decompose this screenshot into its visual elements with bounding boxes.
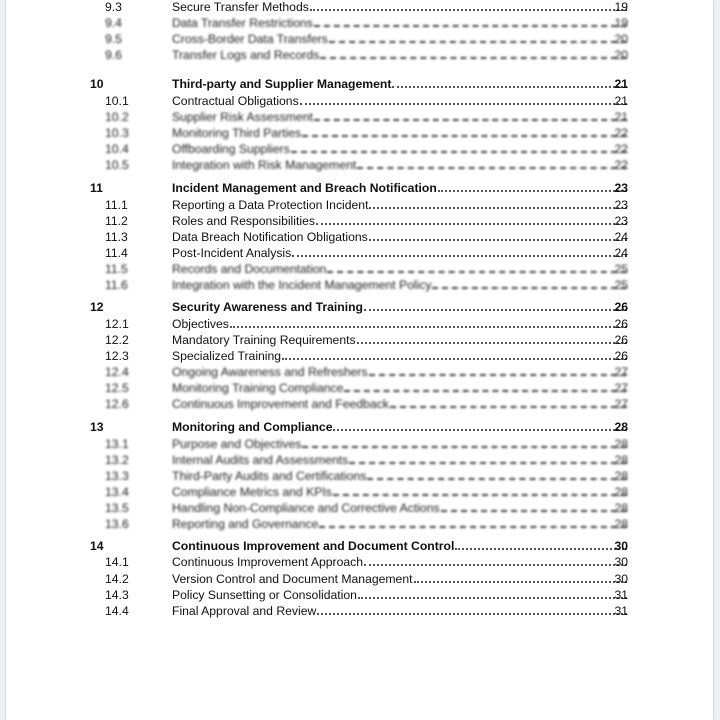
toc-entry-title-wrap bbox=[172, 380, 628, 396]
document-page bbox=[6, 0, 713, 720]
toc-entry-title[interactable]: Incident Management and Breach Notification bbox=[172, 181, 437, 195]
toc-entry-title[interactable]: Mandatory Training Requirements bbox=[172, 333, 356, 347]
toc-entry-title-wrap bbox=[172, 125, 628, 141]
toc-entry-page-number: 23 bbox=[614, 181, 628, 195]
toc-entry-title-wrap bbox=[172, 468, 628, 484]
toc-entry-number: 9.3 bbox=[105, 0, 122, 14]
toc-entry-page-number: 19 bbox=[614, 0, 628, 14]
toc-entry[interactable] bbox=[6, 484, 713, 500]
toc-entry-page-number: 24 bbox=[614, 246, 628, 260]
toc-entry-title-wrap bbox=[172, 197, 628, 213]
toc-dot-leader bbox=[441, 509, 627, 512]
toc-entry-title[interactable]: Compliance Metrics and KPIs bbox=[172, 485, 332, 499]
toc-entry-page-number: 25 bbox=[614, 278, 628, 292]
toc-entry-title[interactable]: Integration with Risk Management bbox=[172, 158, 357, 172]
toc-dot-leader bbox=[329, 40, 627, 43]
toc-entry-page-number: 22 bbox=[614, 158, 628, 172]
toc-entry-title-wrap bbox=[172, 516, 628, 532]
toc-entry-title[interactable]: Supplier Risk Assessment bbox=[172, 110, 313, 124]
toc-entry-title-wrap bbox=[172, 571, 628, 587]
toc-section-entry[interactable] bbox=[6, 76, 713, 92]
toc-entry-title-wrap bbox=[172, 419, 628, 435]
toc-entry-number: 14.3 bbox=[105, 588, 129, 602]
toc-entry-title-wrap bbox=[172, 229, 628, 245]
toc-entry-title[interactable]: Reporting and Governance bbox=[172, 517, 319, 531]
toc-entry[interactable] bbox=[6, 109, 713, 125]
toc-entry-page-number: 22 bbox=[614, 126, 628, 140]
toc-entry-number: 9.5 bbox=[105, 32, 122, 46]
toc-dot-leader bbox=[455, 547, 627, 550]
toc-dot-leader bbox=[392, 85, 627, 88]
toc-entry-page-number: 28 bbox=[614, 485, 628, 499]
toc-entry[interactable] bbox=[6, 261, 713, 277]
toc-entry-title-wrap bbox=[172, 180, 628, 196]
toc-entry-title-wrap bbox=[172, 0, 628, 15]
toc-dot-leader bbox=[369, 206, 627, 209]
toc-entry[interactable] bbox=[6, 603, 713, 619]
toc-entry-number: 11.5 bbox=[105, 262, 128, 276]
toc-entry-page-number: 30 bbox=[614, 572, 628, 586]
toc-entry-number: 10.2 bbox=[105, 110, 129, 124]
toc-dot-leader bbox=[349, 461, 627, 464]
toc-entry-title[interactable]: Third-party and Supplier Management bbox=[172, 77, 392, 91]
toc-entry[interactable] bbox=[6, 452, 713, 468]
toc-entry-title[interactable]: Security Awareness and Training bbox=[172, 300, 364, 314]
toc-entry-number: 14 bbox=[90, 539, 104, 553]
toc-entry[interactable] bbox=[6, 348, 713, 364]
toc-entry-title-wrap bbox=[172, 538, 628, 554]
toc-entry[interactable] bbox=[6, 277, 713, 293]
toc-entry[interactable] bbox=[6, 436, 713, 452]
toc-entry-title-wrap bbox=[172, 587, 628, 603]
toc-dot-leader bbox=[310, 8, 627, 11]
toc-dot-leader bbox=[367, 477, 627, 480]
toc-entry-title[interactable]: Post-Incident Analysis bbox=[172, 246, 292, 260]
toc-entry-number: 9.6 bbox=[105, 48, 122, 62]
toc-entry-number: 14.2 bbox=[105, 572, 129, 586]
toc-entry-number: 13 bbox=[90, 420, 104, 434]
toc-entry-title[interactable]: Continuous Improvement Approach bbox=[172, 555, 364, 569]
toc-entry-title-wrap bbox=[172, 261, 628, 277]
toc-entry-title-wrap bbox=[172, 348, 628, 364]
toc-entry-title[interactable]: Monitoring Third Parties bbox=[172, 126, 302, 140]
toc-entry-number: 13.5 bbox=[105, 501, 129, 515]
toc-entry-title[interactable]: Specialized Training bbox=[172, 349, 282, 363]
toc-entry-title-wrap bbox=[172, 93, 628, 109]
toc-entry-title-wrap bbox=[172, 484, 628, 500]
toc-entry-title-wrap bbox=[172, 364, 628, 380]
toc-entry-title-wrap bbox=[172, 554, 628, 570]
toc-entry[interactable] bbox=[6, 15, 713, 31]
toc-entry[interactable] bbox=[6, 316, 713, 332]
toc-entry-page-number: 26 bbox=[614, 317, 628, 331]
toc-entry-page-number: 20 bbox=[614, 32, 628, 46]
toc-entry-number: 9.4 bbox=[105, 16, 122, 30]
toc-entry-page-number: 31 bbox=[614, 604, 628, 618]
toc-entry-number: 10.5 bbox=[105, 158, 129, 172]
toc-dot-leader bbox=[314, 118, 627, 121]
toc-entry-title-wrap bbox=[172, 452, 628, 468]
toc-entry-title[interactable]: Monitoring and Compliance bbox=[172, 420, 333, 434]
toc-section-entry[interactable] bbox=[6, 299, 713, 315]
toc-entry-title-wrap bbox=[172, 603, 628, 619]
toc-dot-leader bbox=[230, 325, 627, 328]
toc-entry-number: 12.4 bbox=[105, 365, 129, 379]
toc-entry[interactable] bbox=[6, 364, 713, 380]
toc-entry-number: 11.2 bbox=[105, 214, 128, 228]
toc-entry[interactable] bbox=[6, 157, 713, 173]
toc-dot-leader bbox=[320, 56, 627, 59]
toc-entry-page-number: 23 bbox=[614, 214, 628, 228]
toc-entry-title[interactable]: Data Breach Notification Obligations bbox=[172, 230, 368, 244]
toc-entry-title-wrap bbox=[172, 141, 628, 157]
toc-entry-number: 11 bbox=[90, 181, 103, 195]
toc-entry[interactable] bbox=[6, 380, 713, 396]
toc-entry[interactable] bbox=[6, 0, 713, 15]
toc-entry[interactable] bbox=[6, 93, 713, 109]
toc-entry-title-wrap bbox=[172, 15, 628, 31]
toc-entry-title[interactable]: Secure Transfer Methods bbox=[172, 0, 309, 14]
toc-entry-title[interactable]: Version Control and Document Management bbox=[172, 572, 413, 586]
toc-entry-page-number: 27 bbox=[614, 397, 628, 411]
toc-dot-leader bbox=[369, 238, 627, 241]
toc-entry-number: 12.3 bbox=[105, 349, 129, 363]
toc-entry-title-wrap bbox=[172, 500, 628, 516]
toc-entry[interactable] bbox=[6, 587, 713, 603]
toc-entry-title[interactable]: Internal Audits and Assessments bbox=[172, 453, 349, 467]
toc-entry-page-number: 27 bbox=[614, 365, 628, 379]
toc-entry[interactable] bbox=[6, 47, 713, 63]
toc-dot-leader bbox=[319, 525, 627, 528]
toc-entry-page-number: 30 bbox=[614, 539, 628, 553]
toc-entry-title[interactable]: Objectives bbox=[172, 317, 229, 331]
toc-entry-page-number: 24 bbox=[614, 230, 628, 244]
toc-entry-number: 10 bbox=[90, 77, 104, 91]
toc-entry-title-wrap bbox=[172, 332, 628, 348]
toc-dot-leader bbox=[432, 286, 627, 289]
toc-dot-leader bbox=[358, 596, 627, 599]
toc-dot-leader bbox=[291, 150, 627, 153]
toc-entry-page-number: 26 bbox=[614, 333, 628, 347]
toc-section-entry[interactable] bbox=[6, 180, 713, 196]
toc-section-entry[interactable] bbox=[6, 419, 713, 435]
toc-entry-title-wrap bbox=[172, 109, 628, 125]
toc-entry-title[interactable]: Third-Party Audits and Certifications bbox=[172, 469, 367, 483]
toc-entry-title[interactable]: Integration with the Incident Management Policy bbox=[172, 278, 432, 292]
toc-entry-page-number: 28 bbox=[614, 469, 628, 483]
toc-dot-leader bbox=[438, 189, 627, 192]
toc-entry-title[interactable]: Roles and Responsibilities bbox=[172, 214, 315, 228]
toc-entry-number: 14.1 bbox=[105, 555, 129, 569]
toc-entry[interactable] bbox=[6, 197, 713, 213]
toc-entry-title-wrap bbox=[172, 277, 628, 293]
toc-dot-leader bbox=[414, 580, 627, 583]
toc-entry-number: 13.2 bbox=[105, 453, 129, 467]
toc-entry-number: 10.4 bbox=[105, 142, 129, 156]
toc-entry-page-number: 25 bbox=[614, 262, 628, 276]
toc-dot-leader bbox=[316, 222, 627, 225]
toc-entry[interactable] bbox=[6, 468, 713, 484]
toc-dot-leader bbox=[357, 166, 627, 169]
toc-entry-title[interactable]: Handling Non-Compliance and Corrective Actions bbox=[172, 501, 440, 515]
toc-entry-page-number: 30 bbox=[614, 555, 628, 569]
toc-entry-title[interactable]: Monitoring Training Compliance bbox=[172, 381, 344, 395]
toc-entry-number: 12.6 bbox=[105, 397, 129, 411]
toc-entry-title-wrap bbox=[172, 47, 628, 63]
toc-entry-number: 12.5 bbox=[105, 381, 129, 395]
toc-entry-number: 13.3 bbox=[105, 469, 129, 483]
toc-entry-number: 12.1 bbox=[105, 317, 129, 331]
toc-dot-leader bbox=[302, 445, 627, 448]
toc-entry[interactable] bbox=[6, 332, 713, 348]
toc-entry-page-number: 19 bbox=[614, 16, 628, 30]
toc-entry-page-number: 26 bbox=[614, 349, 628, 363]
toc-entry-page-number: 26 bbox=[614, 300, 628, 314]
toc-dot-leader bbox=[369, 373, 627, 376]
toc-entry-title[interactable]: Offboarding Suppliers bbox=[172, 142, 290, 156]
toc-entry-title[interactable]: Records and Documentation bbox=[172, 262, 327, 276]
toc-entry-page-number: 28 bbox=[614, 517, 628, 531]
toc-entry-title-wrap bbox=[172, 396, 628, 412]
toc-entry-page-number: 28 bbox=[614, 501, 628, 515]
toc-entry[interactable] bbox=[6, 31, 713, 47]
toc-section-entry[interactable] bbox=[6, 538, 713, 554]
toc-entry-title[interactable]: Purpose and Objectives bbox=[172, 437, 302, 451]
toc-entry-number: 11.6 bbox=[105, 278, 128, 292]
toc-entry-page-number: 22 bbox=[614, 142, 628, 156]
toc-entry-number: 13.6 bbox=[105, 517, 129, 531]
toc-entry[interactable] bbox=[6, 554, 713, 570]
toc-entry-title-wrap bbox=[172, 299, 628, 315]
toc-entry-title[interactable]: Data Transfer Restrictions bbox=[172, 16, 313, 30]
toc-dot-leader bbox=[390, 405, 627, 408]
toc-entry-title[interactable]: Final Approval and Review bbox=[172, 604, 317, 618]
toc-entry-title[interactable]: Policy Sunsetting or Consolidation bbox=[172, 588, 357, 602]
toc-dot-leader bbox=[364, 308, 627, 311]
toc-entry-page-number: 27 bbox=[614, 381, 628, 395]
toc-entry[interactable] bbox=[6, 500, 713, 516]
toc-entry-title[interactable]: Continuous Improvement and Document Control bbox=[172, 539, 455, 553]
toc-entry-number: 10.1 bbox=[105, 94, 129, 108]
toc-dot-leader bbox=[327, 270, 627, 273]
toc-entry-page-number: 23 bbox=[614, 198, 628, 212]
toc-entry[interactable] bbox=[6, 125, 713, 141]
toc-entry-title-wrap bbox=[172, 213, 628, 229]
toc-entry-number: 12.2 bbox=[105, 333, 129, 347]
toc-entry-page-number: 20 bbox=[614, 48, 628, 62]
toc-dot-leader bbox=[282, 357, 627, 360]
toc-entry-title-wrap bbox=[172, 157, 628, 173]
toc-dot-leader bbox=[302, 134, 627, 137]
toc-entry-title[interactable]: Ongoing Awareness and Refreshers bbox=[172, 365, 368, 379]
toc-entry-title[interactable]: Cross-Border Data Transfers bbox=[172, 32, 328, 46]
toc-entry-number: 13.4 bbox=[105, 485, 129, 499]
toc-entry-page-number: 28 bbox=[614, 453, 628, 467]
toc-entry[interactable] bbox=[6, 141, 713, 157]
toc-entry[interactable] bbox=[6, 516, 713, 532]
toc-entry[interactable] bbox=[6, 396, 713, 412]
toc-dot-leader bbox=[314, 24, 627, 27]
toc-entry-page-number: 28 bbox=[614, 420, 628, 434]
toc-entry-number: 11.4 bbox=[105, 246, 128, 260]
toc-dot-leader bbox=[333, 428, 627, 431]
toc-entry-number: 13.1 bbox=[105, 437, 129, 451]
toc-dot-leader bbox=[357, 341, 627, 344]
toc-entry-number: 12 bbox=[90, 300, 104, 314]
toc-dot-leader bbox=[364, 563, 627, 566]
toc-entry[interactable] bbox=[6, 245, 713, 261]
toc-dot-leader bbox=[317, 612, 627, 615]
toc-entry-title-wrap bbox=[172, 316, 628, 332]
toc-entry-number: 11.3 bbox=[105, 230, 128, 244]
toc-entry-number: 10.3 bbox=[105, 126, 129, 140]
toc-entry-title[interactable]: Contractual Obligations bbox=[172, 94, 299, 108]
toc-entry-number: 11.1 bbox=[105, 198, 128, 212]
toc-entry-page-number: 28 bbox=[614, 437, 628, 451]
toc-entry-page-number: 21 bbox=[614, 94, 628, 108]
toc-dot-leader bbox=[292, 254, 627, 257]
toc-entry-page-number: 21 bbox=[614, 110, 628, 124]
toc-entry-page-number: 21 bbox=[614, 77, 628, 91]
toc-entry[interactable] bbox=[6, 571, 713, 587]
toc-entry-title-wrap bbox=[172, 76, 628, 92]
toc-entry-number: 14.4 bbox=[105, 604, 129, 618]
toc-entry-page-number: 31 bbox=[614, 588, 628, 602]
toc-entry-title[interactable]: Reporting a Data Protection Incident bbox=[172, 198, 369, 212]
toc-dot-leader bbox=[300, 102, 627, 105]
toc-entry[interactable] bbox=[6, 229, 713, 245]
toc-entry-title[interactable]: Transfer Logs and Records bbox=[172, 48, 320, 62]
toc-entry-title-wrap bbox=[172, 436, 628, 452]
toc-dot-leader bbox=[333, 493, 627, 496]
toc-dot-leader bbox=[344, 389, 627, 392]
toc-entry-title-wrap bbox=[172, 245, 628, 261]
toc-entry-title-wrap bbox=[172, 31, 628, 47]
toc-entry[interactable] bbox=[6, 213, 713, 229]
toc-entry-title[interactable]: Continuous Improvement and Feedback bbox=[172, 397, 389, 411]
